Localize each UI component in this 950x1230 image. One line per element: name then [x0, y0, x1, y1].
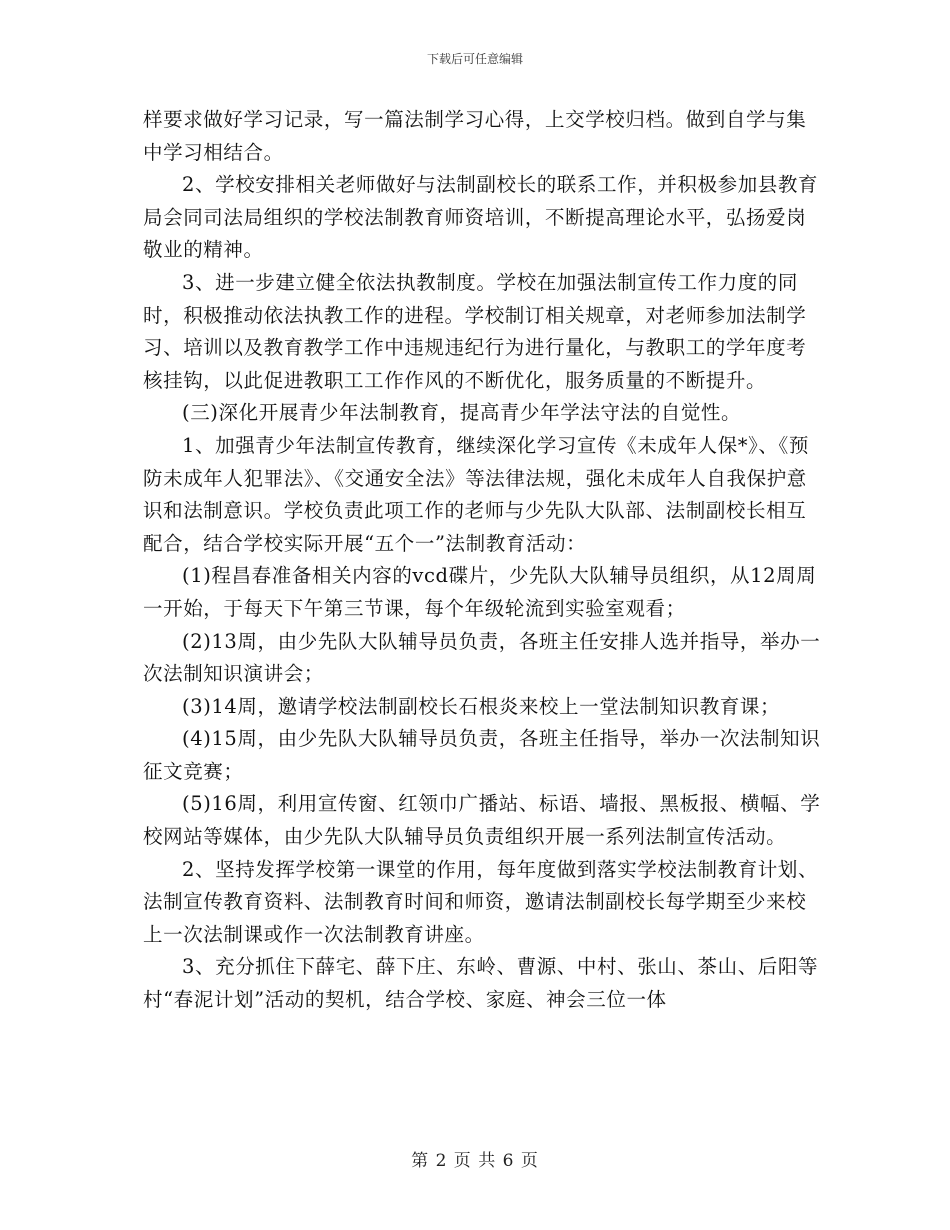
section-heading: (三)深化开展青少年法制教育，提高青少年学法守法的自觉性。: [182, 401, 742, 425]
page-header: 下载后可任意编辑: [426, 52, 523, 66]
paragraph-5: 1、加强青少年法制宣传教育，继续深化学习宣传《未成年人保*》、《预防未成年人犯罪法》、《交通安全法》等法律法规，强化未成年人自我保护意识和法制意识。学校负责此项工作的老师与少先队大队部、法制副校长相互配合，结合学校实际开展“五个一”法制教育活动：: [143, 433, 809, 555]
list-item-5: (5)16周，利用宣传窗、红领巾广播站、标语、墙报、黑板报、横幅、学校网站等媒体，由少先队大队辅导员负责组织开展一系列法制宣传活动。: [143, 792, 821, 849]
paragraph-12: 3、充分抓住下薛宅、薛下庄、东岭、曹源、中村、张山、茶山、后阳等村“春泥计划”活动的契机，结合学校、家庭、神会三位一体: [143, 955, 819, 1012]
list-item-4: (4)15周，由少先队大队辅导员负责，各班主任指导，举办一次法制知识征文竞赛；: [143, 727, 821, 783]
paragraph-1: 样要求做好学习记录，写一篇法制学习心得，上交学校归档。做到自学与集中学习相结合。: [143, 108, 807, 164]
list-item-2: (2)13周，由少先队大队辅导员负责，各班主任安排人选并指导，举办一次法制知识演讲会；: [143, 629, 821, 686]
paragraph-11: 2、坚持发挥学校第一课堂的作用，每年度做到落实学校法制教育计划、法制宣传教育资料、法制教育时间和师资，邀请法制副校长每学期至少来校上一次法制课或作一次法制教育讲座。: [143, 857, 819, 946]
list-item-1: (1)程昌春准备相关内容的vcd碟片，少先队大队辅导员组织，从12周周一开始，于每天下午第三节课，每个年级轮流到实验室观看；: [143, 564, 817, 620]
page-number: 第 2 页 共 6 页: [411, 1151, 539, 1171]
paragraph-3: 3、进一步建立健全依法执教制度。学校在加强法制宣传工作力度的同时，积极推动依法执教工作的进程。学校制订相关规章，对老师参加法制学习、培训以及教育教学工作中违规违纪行为进行量化，与教职工的学年度考核挂钩，以此促进教职工工作作风的不断优化，服务质量的不断提升。: [143, 270, 807, 392]
document-body: [143, 104, 823, 1017]
paragraph-2: 2、学校安排相关老师做好与法制副校长的联系工作，并积极参加县教育局会同司法局组织的学校法制教育师资培训，不断提高理论水平，弘扬爱岗敬业的精神。: [143, 173, 819, 262]
list-item-3: (3)14周，邀请学校法制副校长石根炎来校上一堂法制知识教育课；: [182, 694, 781, 718]
